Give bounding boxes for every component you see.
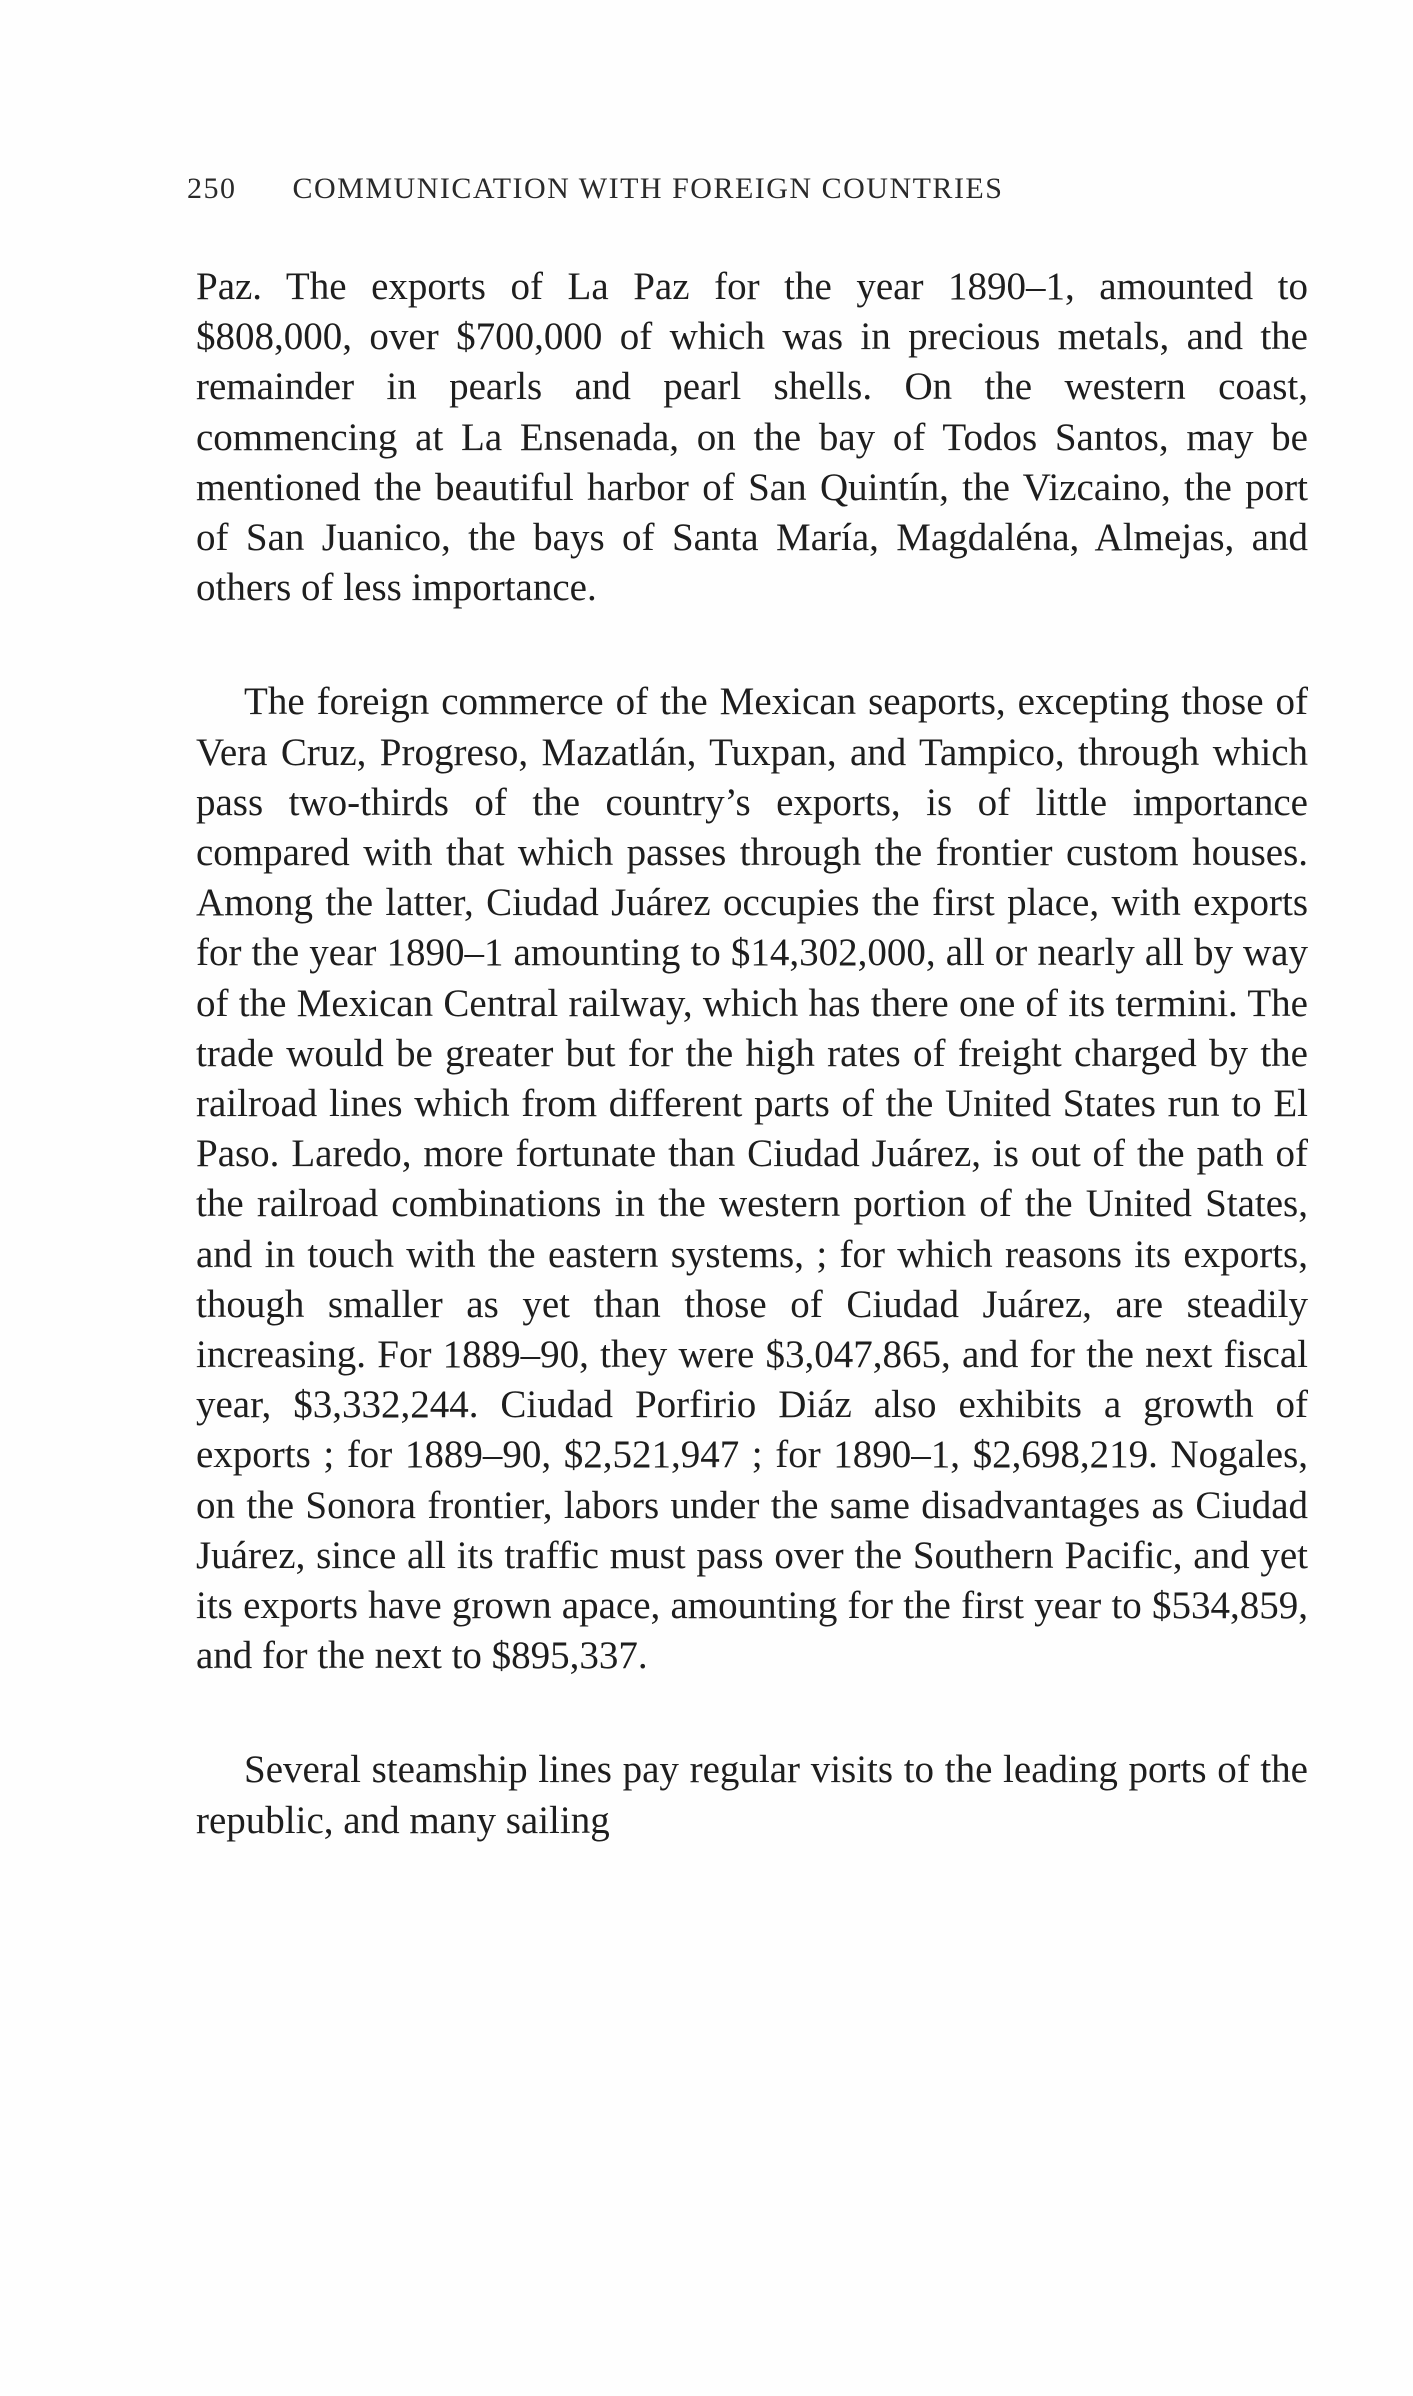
body-text xyxy=(196,262,1308,1846)
running-head xyxy=(187,172,1307,206)
running-title: COMMUNICATION WITH FOREIGN COUNTRIES xyxy=(292,172,1004,205)
page-number: 250 xyxy=(187,172,237,205)
paragraph-gap xyxy=(196,1681,1308,1745)
paragraph-steamship-lines: Several steamship lines pay regular visits to the leading ports of the republic, and many sailing xyxy=(196,1748,1308,1842)
paragraph-foreign-commerce: The foreign commerce of the Mexican seaports, excepting those of Vera Cruz, Progreso, Mazatlán, Tuxpan, and Tampico, through which pass two-thirds of the country’s exports, is of little importance compared with that which passes through the frontier custom houses. Among the latter, Ciudad Juárez occupies the first place, with exports for the year 1890–1 amounting to $14,302,000, all or nearly all by way of the Mexican Central railway, which has there one of its termini. The trade would be greater but for the high rates of freight charged by the railroad lines which from different parts of the United States run to El Paso. Laredo, more fortunate than Ciudad Juárez, is out of the path of the railroad combinations in the western portion of the United States, and in touch with the eastern systems, ; for which reasons its exports, though smaller as yet than those of Ciudad Juárez, are steadily increasing. For 1889–90, they were $3,047,865, and for the next fiscal year, $3,332,244. Ciudad Porfirio Diáz also exhibits a growth of exports ; for 1889–90, $2,521,947 ; for 1890–1, $2,698,219. Nogales, on the Sonora frontier, labors under the same disadvantages as Ciudad Juárez, since all its traffic must pass over the Southern Pacific, and yet its exports have grown apace, amounting for the first year to $534,859, and for the next to $895,337. xyxy=(196,680,1308,1678)
paragraph-gap xyxy=(196,613,1308,677)
paragraph-continued: Paz. The exports of La Paz for the year 1890–1, amounted to $808,000, over $700,000 of which was in precious metals, and the remainder in pearls and pearl shells. On the western coast, commencing at La Ensenada, on the bay of Todos Santos, may be mentioned the beautiful harbor of San Quintín, the Vizcaino, the port of San Juanico, the bays of Santa María, Magdaléna, Almejas, and others of less importance. xyxy=(196,265,1308,610)
